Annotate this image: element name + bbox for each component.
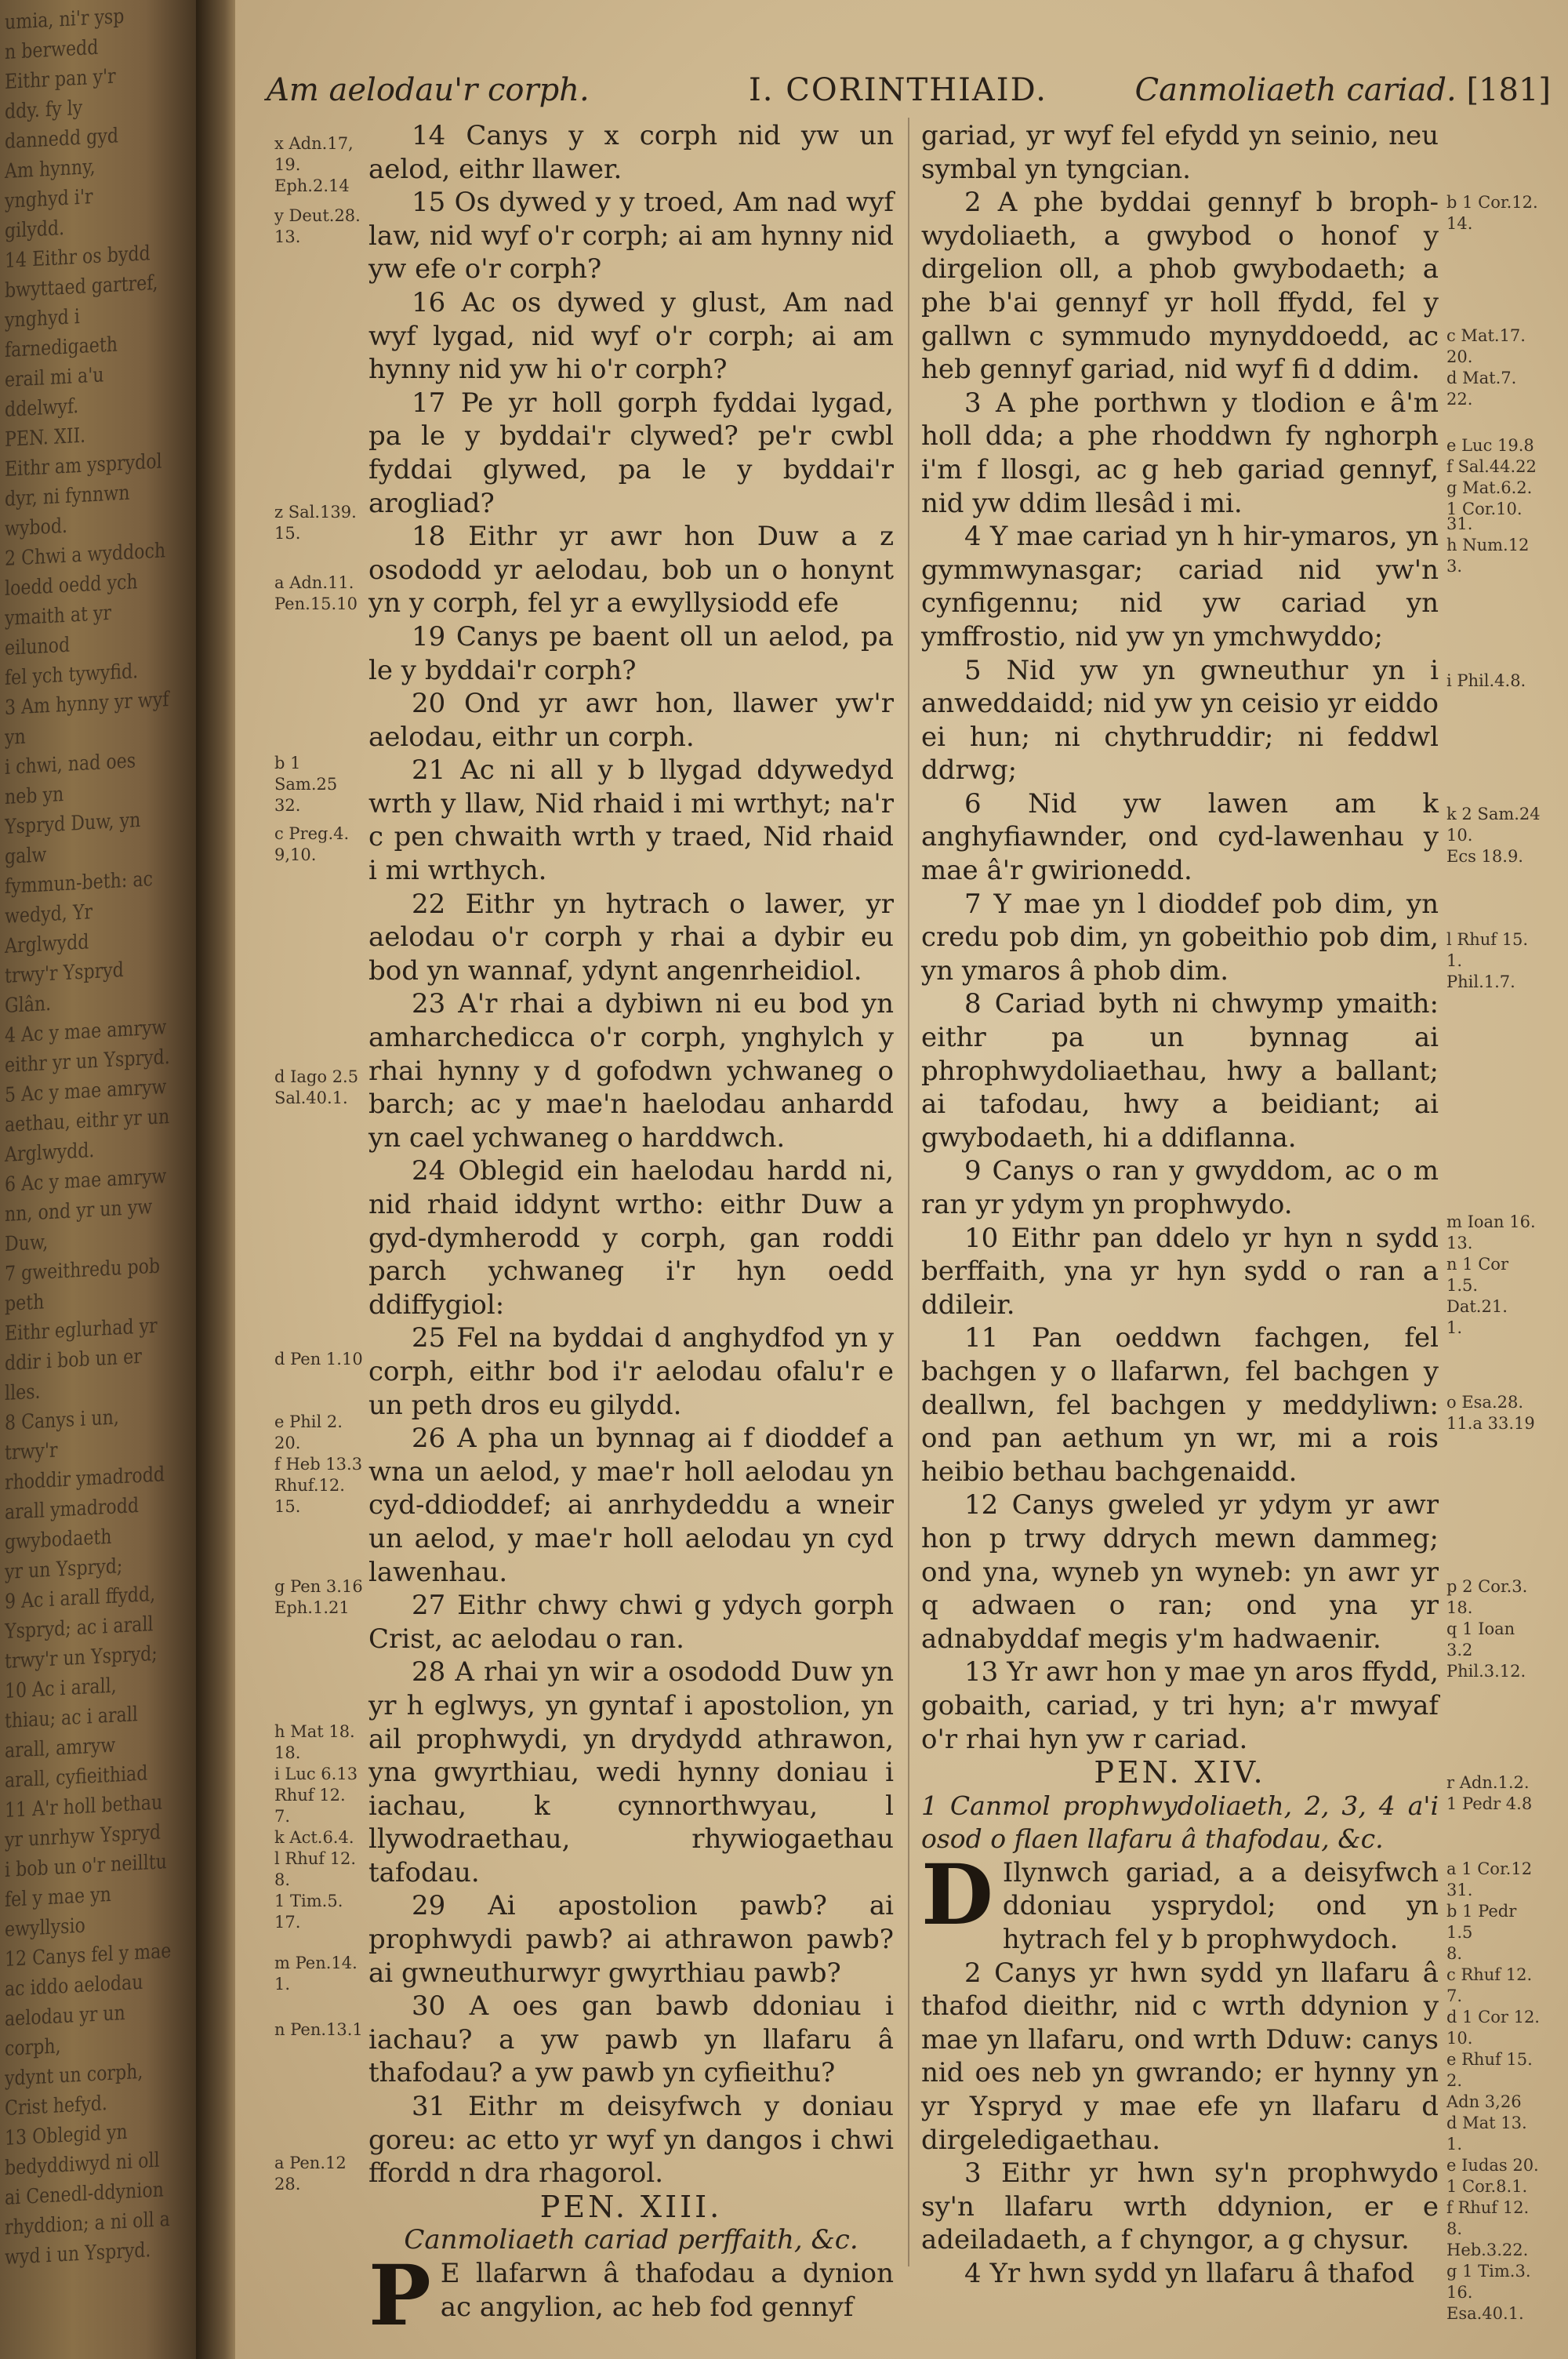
margin-reference: r Adn.1.2. 1 Pedr 4.8	[1446, 1773, 1533, 1813]
verse: 14 Canys y x corph nid yw un aelod, eithr llawer.	[368, 120, 894, 185]
chapter-summary: Canmoliaeth cariad perffaith, &c.	[404, 2224, 858, 2256]
chapter-summary: 1 Canmol prophwydoliaeth, 2, 3, 4 a'i osod o flaen llafaru â thafodau, &c.	[921, 1790, 1439, 1855]
verse: 21 Ac ni all y b llygad ddywedyd wrth y llaw, Nid rhaid i mi wrthyt; na'r c pen chwaith wrth y traed, Nid rhaid i mi wrthych.	[368, 754, 894, 887]
verse: 31 Eithr m deisyfwch y doniau goreu: ac etto yr wyf yn dangos i chwi ffordd n dra rhagorol.	[368, 2091, 894, 2190]
header-right	[1135, 72, 1552, 108]
verse: 10 Eithr pan ddelo yr hyn n sydd berffaith, yna yr hyn sydd o ran a ddileir.	[921, 1222, 1439, 1321]
verse: 16 Ac os dywed y glust, Am nad wyf lygad, nid wyf o'r corph; ai am hynny nid yw hi o'r corph?	[368, 286, 894, 386]
verse: 9 Canys o ran y gwyddom, ac o m ran yr ydym yn prophwydo.	[921, 1155, 1439, 1220]
opening-verse	[368, 2246, 894, 2344]
header-book-title: I. CORINTHIAID.	[749, 72, 1047, 108]
verse: 28 A rhai yn wir a osododd Duw yn yr h eglwys, yn gyntaf i apostolion, yn ail prophwydi, yn drydydd athrawon, yna gwyrthiau, wedi hynny doniau i iachau, k cynnorthwyau, l llywodraethau, rhywiogaethau tafodau.	[368, 1656, 894, 1888]
verse: 20 Ond yr awr hon, llawer yw'r aelodau, eithr un corph.	[368, 688, 894, 753]
margin-reference: o Esa.28. 11.a 33.19	[1446, 1393, 1535, 1433]
verse: 26 A pha un bynnag ai f dioddef a wna un aelod, y mae'r holl aelodau yn cyd-ddioddef; ai anrhydeddu a wneir un aelod, y mae'r holl aelodau yn cyd lawenhau.	[368, 1423, 894, 1588]
margin-reference: l Rhuf 15. 1. Phil.1.7.	[1446, 930, 1529, 991]
opening-verse	[921, 1845, 1439, 1957]
verse: 8 Cariad byth ni chwymp ymaith: eithr pa un bynnag ai phrophwydoliaethau, hwy a ballant; ai tafodau, hwy a beidiant; ai gwybodaeth, hi a ddiflanna.	[921, 988, 1439, 1154]
margin-reference: h Mat 18. 18. i Luc 6.13 Rhuf 12. 7. k Act.6.4. l Rhuf 12. 8. 1 Tim.5. 17.	[274, 1722, 358, 1932]
margin-reference: g Pen 3.16 Eph.1.21	[274, 1577, 363, 1617]
margin-reference: a Adn.11. Pen.15.10	[274, 573, 358, 613]
verse: 2 Canys yr hwn sydd yn llafaru â thafod dieithr, nid c wrth ddynion y mae yn llafaru, ond wrth Dduw: canys nid oes neb yn gwrando; er hynny yn yr Yspryd y mae efe yn llafaru d dirgeledigaethau.	[921, 1957, 1439, 2156]
verse: 17 Pe yr holl gorph fyddai lygad, pa le y byddai'r clywed? pe'r cwbl fyddai glywed, pa le y byddai'r arogliad?	[368, 387, 894, 519]
running-header	[267, 72, 1551, 113]
margin-reference: i Phil.4.8.	[1446, 671, 1526, 690]
bible-page	[235, 0, 1568, 2359]
margin-reference: e Phil 2. 20. f Heb 13.3 Rhuf.12. 15.	[274, 1412, 363, 1516]
margin-reference: d Pen 1.10	[274, 1350, 363, 1369]
margin-reference: n Pen.13.1	[274, 2020, 363, 2039]
verse: 3 A phe porthwn y tlodion e â'm holl dda; a phe rhoddwn fy nghorph i'm f llosgi, ac g heb gariad gennyf, nid yw ddim llesâd i mi.	[921, 387, 1439, 519]
verse: 24 Oblegid ein haelodau hardd ni, nid rhaid iddynt wrtho: eithr Duw a gyd-dymherodd y corph, gan roddi parch ychwaneg i'r hyn oedd ddiffygiol:	[368, 1155, 894, 1321]
margin-reference: a 1 Cor.12 31. b 1 Pedr 1.5 8. c Rhuf 12. 7. d 1 Cor 12. 10. e Rhuf 15. 2. Adn 3,26 d Mat 13. 1. e Iudas 20. 1 Cor.8.1. f Rhuf 12. 8. Heb.3.22. g 1 Tim.3. 16. Esa.40.1.	[1446, 1859, 1540, 2323]
chapter-heading: PEN. XIII.	[539, 2189, 723, 2224]
margin-reference: a Pen.12 28.	[274, 2154, 347, 2194]
verse: 12 Canys gweled yr ydym yr awr hon p trwy ddrych mewn dammeg; ond yna, wyneb yn wyneb: yn awr yr q adwaen o ran; ond yna yr adnabyddaf megis y'm hadwaenir.	[921, 1489, 1439, 1655]
margin-reference: b 1 Cor.12. 14.	[1446, 193, 1538, 233]
margin-reference: e Luc 19.8 f Sal.44.22 g Mat.6.2. 1 Cor.10.	[1446, 436, 1537, 518]
verse: 3 Eithr yr hwn sy'n prophwydo sy'n llafaru wrth ddynion, er e adeiladaeth, a f chyngor, a g chysur.	[921, 2157, 1439, 2256]
verse: 19 Canys pe baent oll un aelod, pa le y byddai'r corph?	[368, 620, 894, 686]
margin-reference: z Sal.139. 15.	[274, 503, 357, 543]
margin-reference: c Preg.4. 9,10.	[274, 824, 350, 864]
margin-reference: x Adn.17, 19. Eph.2.14	[274, 134, 354, 195]
verse: 4 Y mae cariad yn h hir-ymaros, yn gymmwynasgar; cariad nid yw'n cynfigennu; nid yw cariad yn ymffrostio, nid yw yn ymchwyddo;	[921, 521, 1439, 652]
verse: 4 Yr hwn sydd yn llafaru â thafod	[964, 2258, 1415, 2289]
header-left: Am aelodau'r corph.	[267, 72, 590, 108]
page-number: [181]	[1466, 72, 1551, 108]
margin-reference: b 1 Sam.25 32.	[274, 754, 338, 815]
column-left	[368, 119, 894, 2344]
margin-reference: d Iago 2.5 Sal.40.1.	[274, 1067, 359, 1107]
margin-reference: y Deut.28. 13.	[274, 206, 361, 246]
drop-cap: D	[921, 1845, 993, 1943]
margin-reference: c Mat.17. 20. d Mat.7. 22.	[1446, 326, 1526, 409]
verse: 2 A phe byddai gennyf b broph-wydoliaeth, a gwybod o honof y dirgelion oll, a phob gwybodaeth; a phe b'ai gennyf yr holl ffydd, fel y gallwn c symmudo mynyddoedd, ac heb gennyf gariad, nid wyf fi d ddim.	[921, 187, 1439, 386]
verse: 5 Nid yw yn gwneuthur yn i anweddaidd; nid yw yn ceisio yr eiddo ei hun; ni chythruddir; ni feddwl ddrwg;	[921, 654, 1439, 787]
verse: 6 Nid yw lawen am k anghyfiawnder, ond cyd-lawenhau y mae â'r gwirionedd.	[921, 787, 1439, 887]
verse: 30 A oes gan bawb ddoniau i iachau? a yw pawb yn llafaru â thafodau? a yw pawb yn cyfieithu?	[368, 1990, 894, 2089]
margin-reference: k 2 Sam.24 10. Ecs 18.9.	[1446, 805, 1541, 866]
verse: 27 Eithr chwy chwi g ydych gorph Crist, ac aelodau o ran.	[368, 1590, 894, 1655]
margin-reference: m Pen.14. 1.	[274, 1954, 358, 1994]
verse: 15 Os dywed y y troed, Am nad wyf law, nid wyf o'r corph; ai am hynny nid yw efe o'r corph?	[368, 187, 894, 285]
verse: 11 Pan oeddwn fachgen, fel bachgen y o llafarwn, fel bachgen y deallwn, fel bachgen y meddyliwn: ond pan aethum yn wr, mi a rois heibio bethau bachgenaidd.	[921, 1322, 1439, 1488]
opening-verse-text: E llafarwn â thafodau a dynion ac angylion, ac heb fod gennyf	[440, 2258, 894, 2323]
verse-continuation: gariad, yr wyf fel efydd yn seinio, neu symbal yn tyngcian.	[921, 120, 1439, 185]
column-divider	[908, 118, 909, 2266]
verse: 13 Yr awr hon y mae yn aros ffydd, gobaith, cariad, y tri hyn; a'r mwyaf o'r rhai hyn yw r cariad.	[921, 1656, 1439, 1755]
margin-reference: p 2 Cor.3. 18. q 1 Ioan 3.2 Phil.3.12.	[1446, 1577, 1528, 1681]
chapter-heading: PEN. XIV.	[1094, 1755, 1266, 1790]
verse: 25 Fel na byddai d anghydfod yn y corph, eithr bod i'r aelodau ofalu'r e un peth dros eu gilydd.	[368, 1322, 894, 1421]
verse: 23 A'r rhai a dybiwn ni eu bod yn amharchedicca o'r corph, ynghylch y rhai hynny y d gofodwn ychwaneg o barch; ac y mae'n haelodau anhardd yn cael ychwaneg o harddwch.	[368, 988, 894, 1154]
column-right	[921, 119, 1439, 2291]
verse: 22 Eithr yn hytrach o lawer, yr aelodau o'r corph y rhai a dybir eu bod yn wannaf, ydynt angenrheidiol.	[368, 888, 894, 987]
verse: 18 Eithr yr awr hon Duw a z osododd yr aelodau, bob un o honynt yn y corph, fel yr a ewyllysiodd efe	[368, 521, 894, 620]
verse: 7 Y mae yn l dioddef pob dim, yn credu pob dim, yn gobeithio pob dim, yn ymaros â phob dim.	[921, 888, 1439, 987]
margin-reference: 31. h Num.12 3.	[1446, 514, 1530, 576]
opening-verse-text: Ilynwch gariad, a a deisyfwch ddoniau ysprydol; ond yn hytrach fel y b prophwydoch.	[1002, 1856, 1439, 1956]
drop-cap: P	[368, 2246, 431, 2344]
margin-reference: m Ioan 16. 13. n 1 Cor 1.5. Dat.21. 1.	[1446, 1212, 1536, 1337]
header-right-text: Canmoliaeth cariad.	[1134, 72, 1457, 108]
facing-page-gutter	[0, 0, 208, 2359]
facing-page-text: umia, ni'r ysp n berwedd Eithr pan y'r ddy. fy ly dannedd gyd Am hynny, ynghyd i'r gilydd. 14 Eithr os bydd bwyttaed gartref, ynghyd i farnedigaeth erail mi a'u ddelwyf. PEN. XII. Eithr am ysprydol dyr, ni fynnwn wybod. 2 Chwi a wyddoch loedd oedd ych ymaith at yr eilunod fel ych tywyfid. 3 Am hynny yr wyf yn i chwi, nad oes neb yn Yspryd Duw, yn galw fymmun-beth: ac wedyd, Yr Arglwydd trwy'r Yspryd Glân. 4 Ac y mae amryw eithr yr un Yspryd. 5 Ac y mae amryw aethau, eithr yr un Arglwydd. 6 Ac y mae amryw nn, ond yr un yw Duw, 7 gweithredu pob peth Eithr eglurhad yr ddir i bob un er lles. 8 Canys i un, trwy'r rhoddir ymadrodd arall ymadrodd gwybodaeth yr un Yspryd; 9 Ac i arall ffydd, Yspryd; ac i arall trwy'r un Yspryd; 10 Ac i arall, thiau; ac i arall arall, amryw arall, cyfieithiad 11 A'r holl bethau yr unrhyw Yspryd i bob un o'r neilltu fel y mae yn ewyllysio 12 Canys fel y mae ac iddo aelodau aelodau yr un corph, ydynt un corph, Crist hefyd. 13 Oblegid yn bedyddiwyd ni oll ai Cenedl-ddynion rhyddion; a ni oll a wyd i un Yspryd.	[5, 5, 172, 2270]
verse: 29 Ai apostolion pawb? ai prophwydi pawb? ai athrawon pawb? ai gwneuthurwyr gwyrthiau pawb?	[368, 1890, 894, 1989]
